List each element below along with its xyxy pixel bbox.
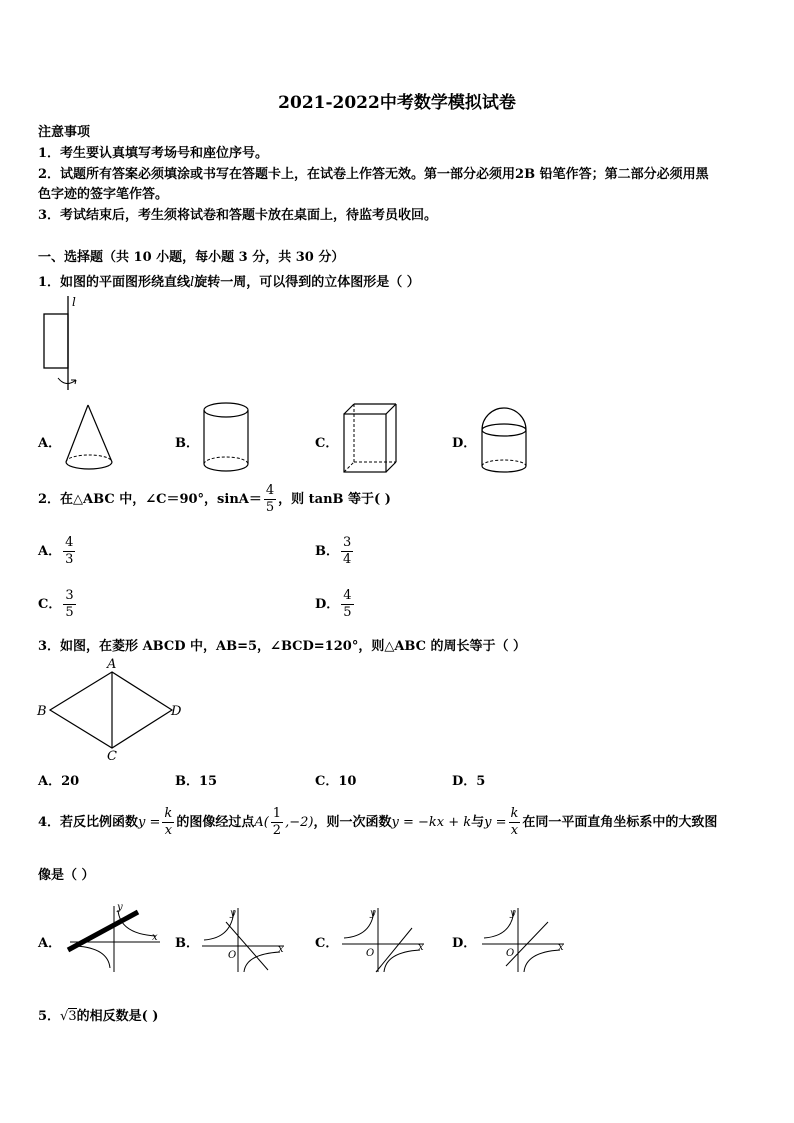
q1-option-a[interactable]: A．	[38, 436, 62, 451]
question-2-text: 2．在△ABC 中，∠C＝90°，sinA＝ $\frac{4}{5}$ ，则 tanB 等于( )	[38, 483, 391, 515]
q4-option-a[interactable]: A．	[38, 936, 62, 951]
q3-option-d[interactable]: D．5	[452, 774, 486, 789]
q1-option-d[interactable]: D．	[452, 436, 477, 451]
svg-text:y: y	[370, 908, 376, 919]
svg-text:A: A	[107, 657, 117, 672]
cylinder-with-hemisphere-icon	[476, 400, 536, 480]
q4-option-b[interactable]: B．	[175, 936, 199, 951]
fraction: $\frac{4}{5}$	[265, 483, 275, 515]
question-5-text: 5．√3的相反数是( )	[38, 1009, 159, 1024]
q1-option-b[interactable]: B．	[175, 436, 199, 451]
cuboid-icon	[338, 400, 403, 480]
svg-text:x: x	[278, 944, 284, 955]
svg-text:x: x	[152, 932, 158, 943]
cone-icon	[60, 400, 120, 475]
svg-text:l: l	[72, 295, 76, 309]
note-item: 色字迹的签字笔作答。	[38, 187, 169, 202]
section-heading: 一、选择题（共 10 小题，每小题 3 分，共 30 分）	[38, 250, 345, 265]
q2-option-a[interactable]: A． $\frac{4}{3}$	[38, 535, 74, 567]
question-1-text: 1．如图的平面图形绕直线l旋转一周，可以得到的立体图形是（ ）	[38, 275, 420, 290]
svg-text:x: x	[418, 942, 424, 953]
cylinder-icon	[198, 400, 258, 480]
notes-heading: 注意事项	[38, 125, 91, 140]
question-3-text: 3．如图，在菱形 ABCD 中，AB=5，∠BCD=120°，则△ABC 的周长等于（ ）	[38, 639, 527, 654]
q4-graph-a	[62, 896, 167, 976]
q4-graph-b	[196, 900, 296, 980]
q3-option-b[interactable]: B．15	[175, 774, 218, 789]
svg-text:y: y	[230, 908, 236, 919]
q3-option-a[interactable]: A．20	[38, 774, 80, 789]
q2-option-c[interactable]: C． $\frac{3}{5}$	[38, 588, 74, 620]
q2-option-d[interactable]: D． $\frac{4}{5}$	[315, 588, 352, 620]
q3-option-c[interactable]: C．10	[315, 774, 357, 789]
q1-rectangle-figure	[36, 292, 86, 397]
svg-text:C: C	[107, 749, 117, 764]
page-title: 2021-2022中考数学模拟试卷	[278, 93, 516, 113]
svg-text:O: O	[506, 948, 515, 959]
svg-text:B: B	[37, 704, 47, 719]
svg-text:O: O	[228, 950, 237, 961]
svg-text:y: y	[510, 908, 516, 919]
note-item: 1．考生要认真填写考场号和座位序号。	[38, 146, 269, 161]
note-item: 2．试题所有答案必须填涂或书写在答题卡上，在试卷上作答无效。第一部分必须用2B 铅笔作答；第二部分必须用黑	[38, 167, 709, 182]
svg-text:x: x	[558, 942, 564, 953]
question-4-text: 4．若反比例函数y = $\frac{k}{x}$ 的图像经过点A( $\frac{1}{2}$ ,−2)，则一次函数y = −kx + k与y = $\frac{k}{x}$ 在同一平面直角坐标系中的大致图	[38, 806, 718, 838]
note-item: 3．考试结束后，考生须将试卷和答题卡放在桌面上，待监考员收回。	[38, 208, 438, 223]
q4-option-d[interactable]: D．	[452, 936, 477, 951]
rhombus-figure	[34, 656, 194, 764]
q4-option-c[interactable]: C．	[315, 936, 339, 951]
svg-text:y: y	[117, 902, 123, 913]
svg-text:D: D	[171, 704, 182, 719]
q4-graph-c	[336, 900, 436, 980]
q1-option-c[interactable]: C．	[315, 436, 339, 451]
svg-text:O: O	[366, 948, 375, 959]
q4-graph-d	[476, 900, 576, 980]
q2-option-b[interactable]: B． $\frac{3}{4}$	[315, 535, 352, 567]
question-4-text-cont: 像是（ ）	[38, 868, 95, 883]
